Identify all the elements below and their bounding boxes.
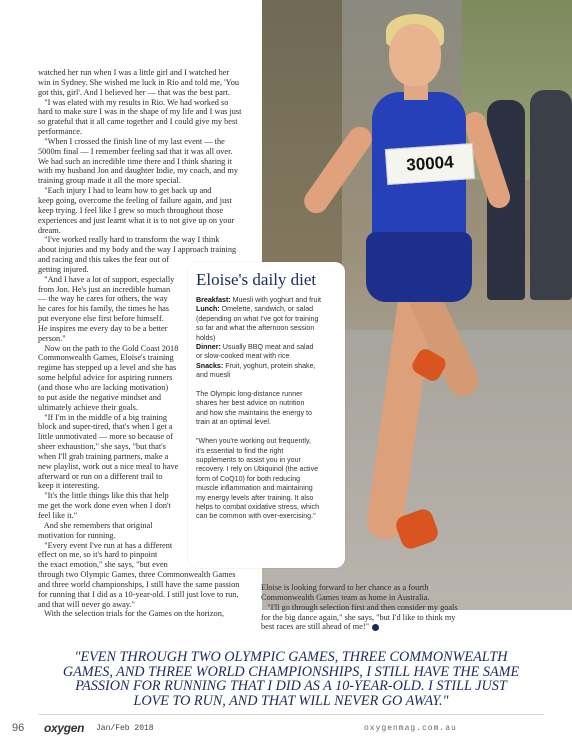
diet-box-intro: The Olympic long-distance runner shares her best advice on nutrition and how she maintains the energy to train at an optimal level. bbox=[196, 390, 312, 427]
footer-divider bbox=[38, 714, 544, 715]
dinner-label: Dinner: bbox=[196, 343, 221, 352]
issue-date: Jan/Feb 2018 bbox=[96, 724, 154, 733]
diet-box-title: Eloise's daily diet bbox=[196, 270, 317, 289]
magazine-logo: oxygen bbox=[44, 721, 85, 735]
diet-info-box bbox=[188, 262, 345, 568]
race-bib: 30004 bbox=[385, 143, 475, 185]
diet-box-body bbox=[196, 296, 346, 522]
breakfast-label: Breakfast: bbox=[196, 296, 231, 304]
lunch-text: Omelette, sandwich, or salad (depending on what I've got for training so far and what the afternoon session holds) bbox=[196, 305, 319, 342]
snacks-label: Snacks: bbox=[196, 361, 224, 370]
dinner-text: Usually BBQ meat and salad or slow-cooked meat with rice bbox=[196, 343, 314, 361]
diet-box-quote: "When you're working out frequently, it's essential to find the right supplements to assist you in your recovery. I rely on Ubiquinol (the active form of CoQ10) for both reducing muscle inflammation and maintaining my energy levels after training. It also helps to combat oxidative stress, which can be common with over-exercising." bbox=[196, 437, 320, 521]
page-number: 96 bbox=[12, 722, 25, 734]
runner-head bbox=[389, 24, 441, 86]
breakfast-text: Muesli with yoghurt and fruit bbox=[230, 296, 321, 304]
spectator-figure bbox=[530, 90, 572, 300]
runner-shorts bbox=[366, 232, 472, 302]
website-url: oxygenmag.com.au bbox=[364, 724, 457, 733]
snacks-text: Fruit, yoghurt, protein shake, and muesli bbox=[196, 361, 316, 380]
lunch-label: Lunch: bbox=[196, 305, 220, 314]
end-of-article-icon bbox=[372, 624, 379, 631]
pull-quote: "EVEN THROUGH TWO OLYMPIC GAMES, THREE COMMONWEALTH GAMES, AND THREE WORLD CHAMPIONSHIPS, I STILL HAVE THE SAME PASSION FOR RUNNING THAT I DID AS A 10-YEAR-OLD. I STILL JUST LOVE TO RUN, AND THAT WILL NEVER GO AWAY." bbox=[62, 649, 520, 709]
article-closing-text: Eloise is looking forward to her chance as a fourth Commonwealth Games team as home in Australia. "I'll go through selection first and then consider my goals for the big dance again," she says, "but I'd like to think my best races are still ahead of me!" bbox=[261, 583, 458, 632]
article-column-end bbox=[261, 583, 458, 632]
article-column-main: watched her run when I was a little girl and I watched her win in Sydney. She wished me luck in Rio and told me, 'You got this, girl'. And I believed her — that was the best part. "I was elated with my results in Rio. We had worked so hard to make sure I was in the shape of my life and I was just so grateful that it all came together and I could give my best performance. "When I crossed the finish line of my last event — the 5000m final — I remember feeling sad that it was all over. We had such an incredible time there and I think sharing it with my husband Jon and daughter Indie, my coach, and my training group made it all the more special. "Each injury I had to learn how to get back up and keep going, overcome the feeling of failure again, and just keep trying. I feel like I grew so much throughout those experiences and just learnt what it is to not give up on your dream. "I've worked really hard to transform the way I think about injuries and my body and the way I approach training and racing and this takes the fear out of getting injured. "And I have a lot of support, especially from Jon. He's just an incredible human — the way he cares for others, the way he cares for his family, the times he has put everyone else first before himself. He inspires me every day to be a better person." Now on the path to the Gold Coast 2018 Commonwealth Games, Eloise's training regime has stepped up a level and she has some helpful advice for aspiring runners (and those who are lacking motivation) to put aside the negative mindset and ultimately achieve their goals. "If I'm in the middle of a big training block and super-tired, that's when I get a little unmotivated — more so because of sheer exhaustion," she says, "but that's when I'll grab training partners, make a new playlist, work out a nice meal to have afterward or run on a different trail to keep it interesting. "It's the little things like this that help me get the work done even when I don't feel like it." And she remembers that original motivation for running. "Every event I've run at has a different effect on me, so it's hard to pinpoint the exact emotion," she says, "but even through two Olympic Games, three Commonwealth Games and three world championships, I still have the same passion for running that I did as a 10-year-old. I still just love to run, and that will never go away." With the selection trials for the Games on the horizon, bbox=[38, 68, 242, 619]
